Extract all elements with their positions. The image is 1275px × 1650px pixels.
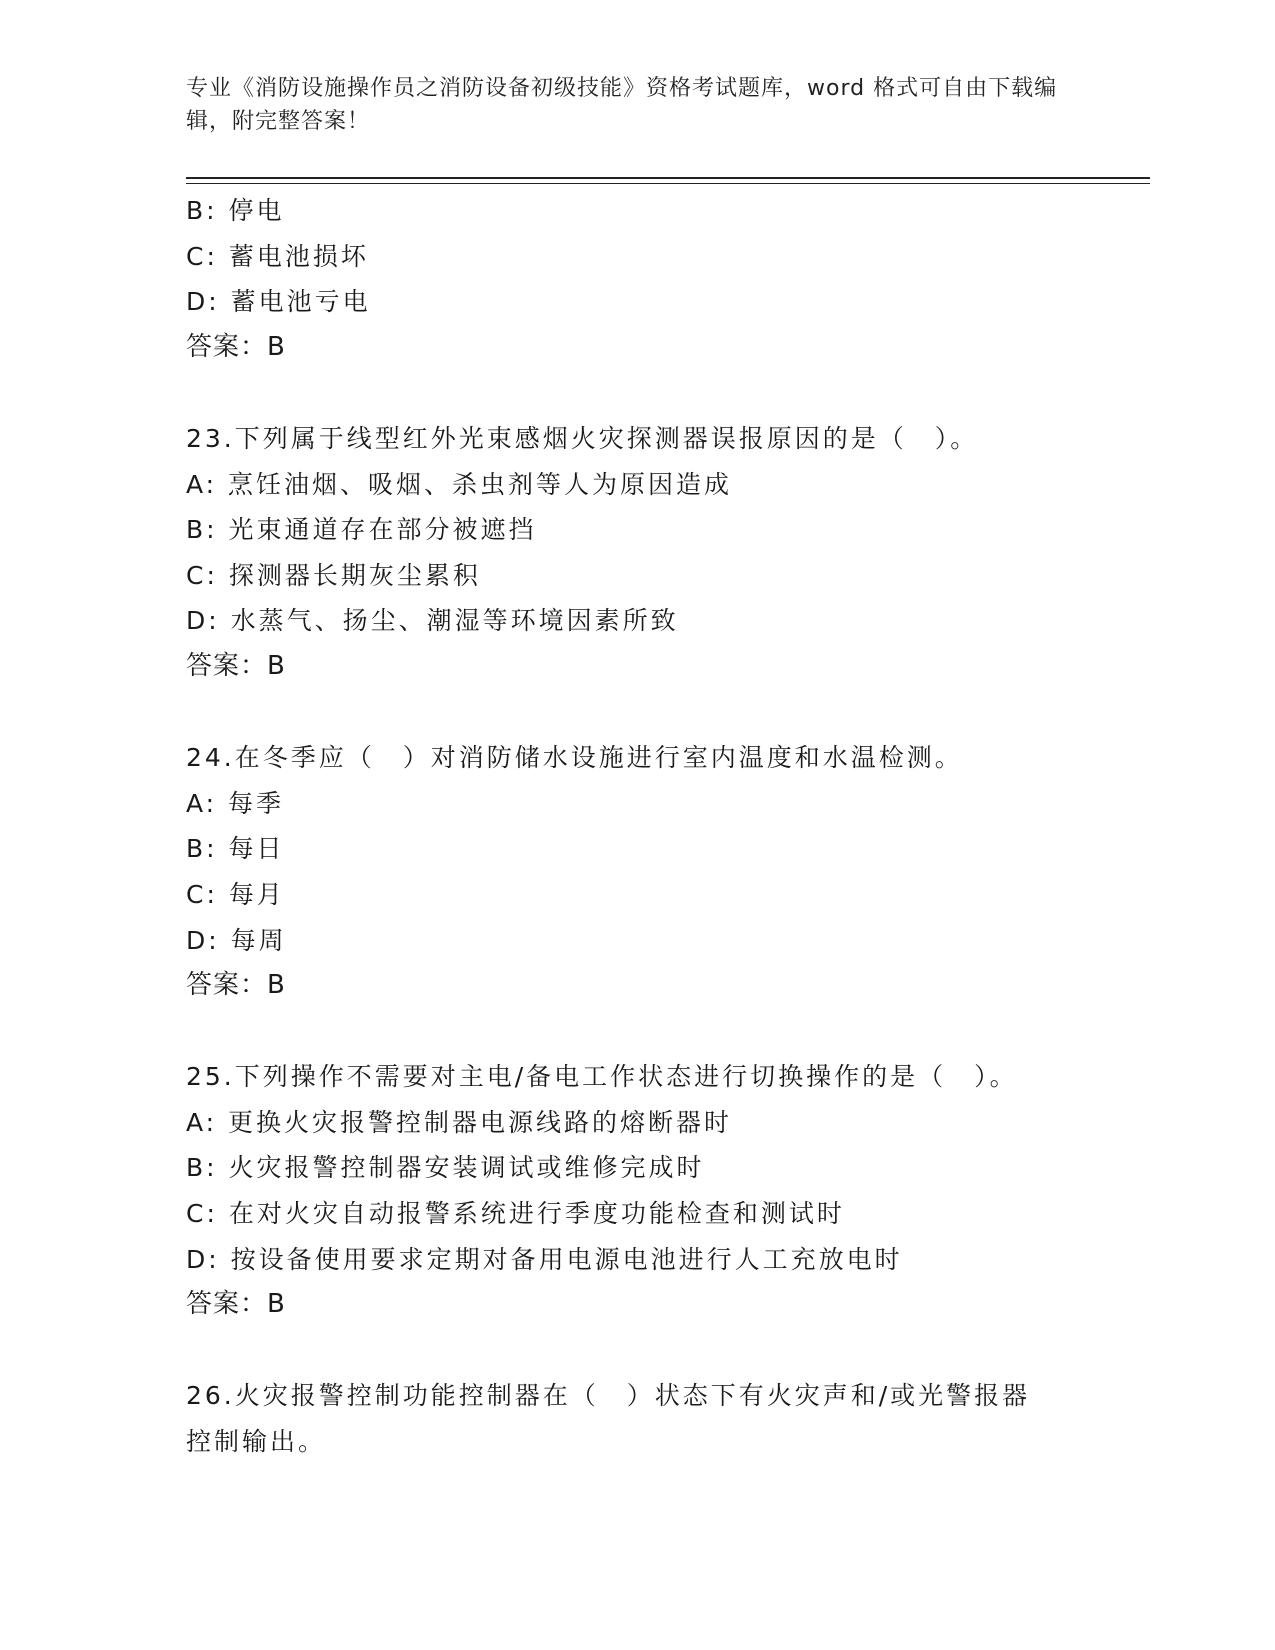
option-line: D: 蓄电池亏电 (186, 287, 371, 317)
header-divider-thin (186, 183, 1150, 184)
prev-question-block (186, 188, 1146, 370)
option-line: B: 停电 (186, 196, 285, 225)
header-divider-thick (186, 177, 1150, 179)
option-line: A: 每季 (186, 788, 285, 818)
answer-line: 答案：B (186, 970, 286, 1001)
answer-line: 答案：B (186, 1289, 286, 1320)
question-block-25 (186, 1054, 1146, 1328)
question-block-24 (186, 735, 1146, 1009)
option-line: B: 每日 (186, 834, 285, 864)
question-block-23 (186, 416, 1146, 690)
question-stem: 26.火灾报警控制功能控制器在（ ）状态下有火灾声和/或光警报器控制输出。 (186, 1381, 1031, 1457)
answer-line: 答案：B (186, 650, 286, 681)
question-block-26 (186, 1373, 1146, 1464)
option-line: D: 每周 (186, 925, 287, 955)
option-line: D: 水蒸气、扬尘、潮湿等环境因素所致 (186, 606, 679, 636)
spacer (186, 370, 1146, 416)
question-stem: 23.下列属于线型红外光束感烟火灾探测器误报原因的是（ ）。 (186, 423, 979, 453)
option-line: A: 烹饪油烟、吸烟、杀虫剂等人为原因造成 (186, 469, 733, 499)
question-content (186, 188, 1146, 1465)
spacer (186, 1328, 1146, 1374)
option-line: D: 按设备使用要求定期对备用电源电池进行人工充放电时 (186, 1244, 903, 1274)
answer-line: 答案：B (186, 331, 286, 362)
option-line: A: 更换火灾报警控制器电源线路的熔断器时 (186, 1107, 733, 1137)
option-line: C: 在对火灾自动报警系统进行季度功能检查和测试时 (186, 1199, 845, 1229)
spacer (186, 1009, 1146, 1055)
option-line: B: 光束通道存在部分被遮挡 (186, 515, 537, 545)
option-line: B: 火灾报警控制器安装调试或维修完成时 (186, 1153, 705, 1183)
option-line: C: 蓄电池损坏 (186, 241, 369, 271)
question-stem: 25.下列操作不需要对主电/备电工作状态进行切换操作的是（ ）。 (186, 1062, 1018, 1092)
option-line: C: 每月 (186, 879, 285, 909)
question-stem: 24.在冬季应（ ）对消防储水设施进行室内温度和水温检测。 (186, 743, 963, 773)
spacer (186, 690, 1146, 736)
option-line: C: 探测器长期灰尘累积 (186, 560, 481, 590)
document-header: 专业《消防设施操作员之消防设备初级技能》资格考试题库，word 格式可自由下载编辑，附完整答案！ (186, 76, 1058, 134)
